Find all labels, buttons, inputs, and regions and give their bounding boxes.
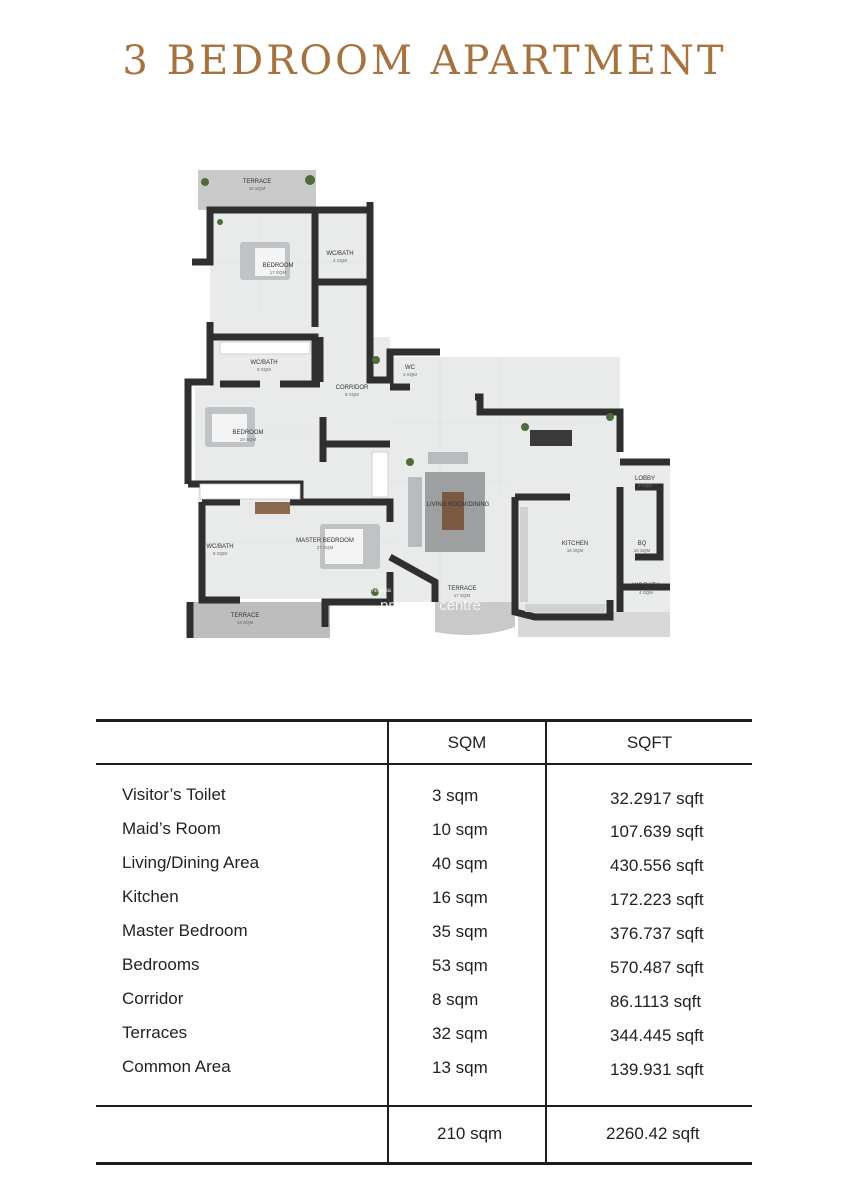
floor-plan xyxy=(180,162,680,647)
svg-text:3 SQM: 3 SQM xyxy=(402,372,418,377)
row-sqm: 8 sqm xyxy=(432,990,479,1009)
label-wc-bath: WC/BATH xyxy=(250,360,278,366)
label-bedroom: BEDROOM xyxy=(262,263,294,269)
row-sqm: 32 sqm xyxy=(432,1024,488,1043)
svg-text:16 SQM: 16 SQM xyxy=(566,548,584,553)
table-column-divider xyxy=(387,720,389,1164)
row-sqft: 139.931 sqft xyxy=(610,1060,704,1079)
closet-icon xyxy=(220,342,310,354)
total-sqm: 210 sqm xyxy=(437,1124,503,1143)
label-wc-bath: WC/BATH xyxy=(632,583,660,589)
row-sqft: 86.1113 sqft xyxy=(610,992,702,1011)
row-name: Terraces xyxy=(122,1023,188,1042)
armchair-icon xyxy=(428,452,468,464)
row-sqft: 344.445 sqft xyxy=(610,1026,704,1045)
row-sqft: 32.2917 sqft xyxy=(610,789,704,808)
svg-text:4 SQM: 4 SQM xyxy=(638,590,654,595)
total-sqft: 2260.42 sqft xyxy=(606,1124,700,1143)
row-name: Living/Dining Area xyxy=(122,853,260,872)
label-terrace-mid: TERRACE xyxy=(447,586,477,592)
svg-text:10 SQM: 10 SQM xyxy=(248,186,266,191)
floor-plan-drawing xyxy=(180,162,680,647)
table-total-rule xyxy=(96,1105,752,1107)
row-name: Corridor xyxy=(122,989,184,1008)
svg-text:4 SQM: 4 SQM xyxy=(332,258,348,263)
row-sqft: 107.639 sqft xyxy=(610,822,704,841)
row-sqm: 40 sqm xyxy=(432,854,488,873)
row-sqm: 35 sqm xyxy=(432,922,488,941)
coffee-table-icon xyxy=(442,492,464,530)
kitchen-counter-icon xyxy=(520,507,528,602)
row-sqm: 13 sqm xyxy=(432,1058,488,1077)
label-terrace-bottom: TERRACE xyxy=(230,613,260,619)
svg-text:27 SQM: 27 SQM xyxy=(316,545,334,550)
watermark-small: Nigeria xyxy=(372,588,392,594)
row-name: Common Area xyxy=(122,1057,231,1076)
header-sqm: SQM xyxy=(447,733,487,752)
svg-text:8 SQM: 8 SQM xyxy=(212,551,228,556)
row-sqft: 376.737 sqft xyxy=(610,924,704,943)
svg-text:17 SQM: 17 SQM xyxy=(269,270,287,275)
header-sqft: SQFT xyxy=(626,733,673,752)
label-wc-bath: WC/BATH xyxy=(326,251,354,257)
label-kitchen: KITCHEN xyxy=(561,541,589,547)
row-name: Master Bedroom xyxy=(122,921,248,940)
row-sqm: 16 sqm xyxy=(432,888,488,907)
terrace-bottom xyxy=(190,602,330,638)
row-sqm: 10 sqm xyxy=(432,820,488,839)
dining-table-icon xyxy=(530,430,572,446)
table-column-divider xyxy=(545,720,547,1164)
label-bedroom: BEDROOM xyxy=(232,430,264,436)
table-bottom-rule xyxy=(96,1162,752,1165)
svg-text:8 SQM: 8 SQM xyxy=(256,367,272,372)
svg-text:10 SQM: 10 SQM xyxy=(633,548,651,553)
row-name: Kitchen xyxy=(122,887,179,906)
row-name: Bedrooms xyxy=(122,955,200,974)
svg-text:8 SQM: 8 SQM xyxy=(344,392,360,397)
label-terrace-top: TERRACE xyxy=(242,179,272,185)
svg-text:17 SQM: 17 SQM xyxy=(453,593,471,598)
page-title: 3 BEDROOM APARTMENT xyxy=(122,38,727,84)
svg-text:13 SQM: 13 SQM xyxy=(236,620,254,625)
label-wc: WC xyxy=(405,365,415,371)
row-sqm: 53 sqm xyxy=(432,956,488,975)
row-name: Visitor’s Toilet xyxy=(122,785,226,804)
row-sqft: 430.556 sqft xyxy=(610,856,704,875)
table-top-rule xyxy=(96,719,752,722)
label-corridor: CORRIDOR xyxy=(335,385,369,391)
stairs-icon xyxy=(372,452,388,497)
svg-text:19 SQM: 19 SQM xyxy=(239,437,257,442)
label-lobby: LOBBY xyxy=(634,476,656,482)
row-sqft: 570.487 sqft xyxy=(610,958,704,977)
row-sqft: 172.223 sqft xyxy=(610,890,704,909)
row-sqm: 3 sqm xyxy=(432,786,479,805)
label-master-bedroom: MASTER BEDROOM xyxy=(296,538,354,544)
watermark-text: property centre xyxy=(380,597,481,614)
row-name: Maid’s Room xyxy=(122,819,221,838)
desk-icon xyxy=(255,502,290,514)
svg-text:3 SQM: 3 SQM xyxy=(637,483,653,488)
table-header-rule xyxy=(96,763,752,765)
sofa-icon xyxy=(408,477,422,547)
label-bq: BQ xyxy=(637,541,647,547)
label-living-dining: LIVING ROOM/DINING xyxy=(426,502,490,508)
label-wc-bath: WC/BATH xyxy=(206,544,234,550)
